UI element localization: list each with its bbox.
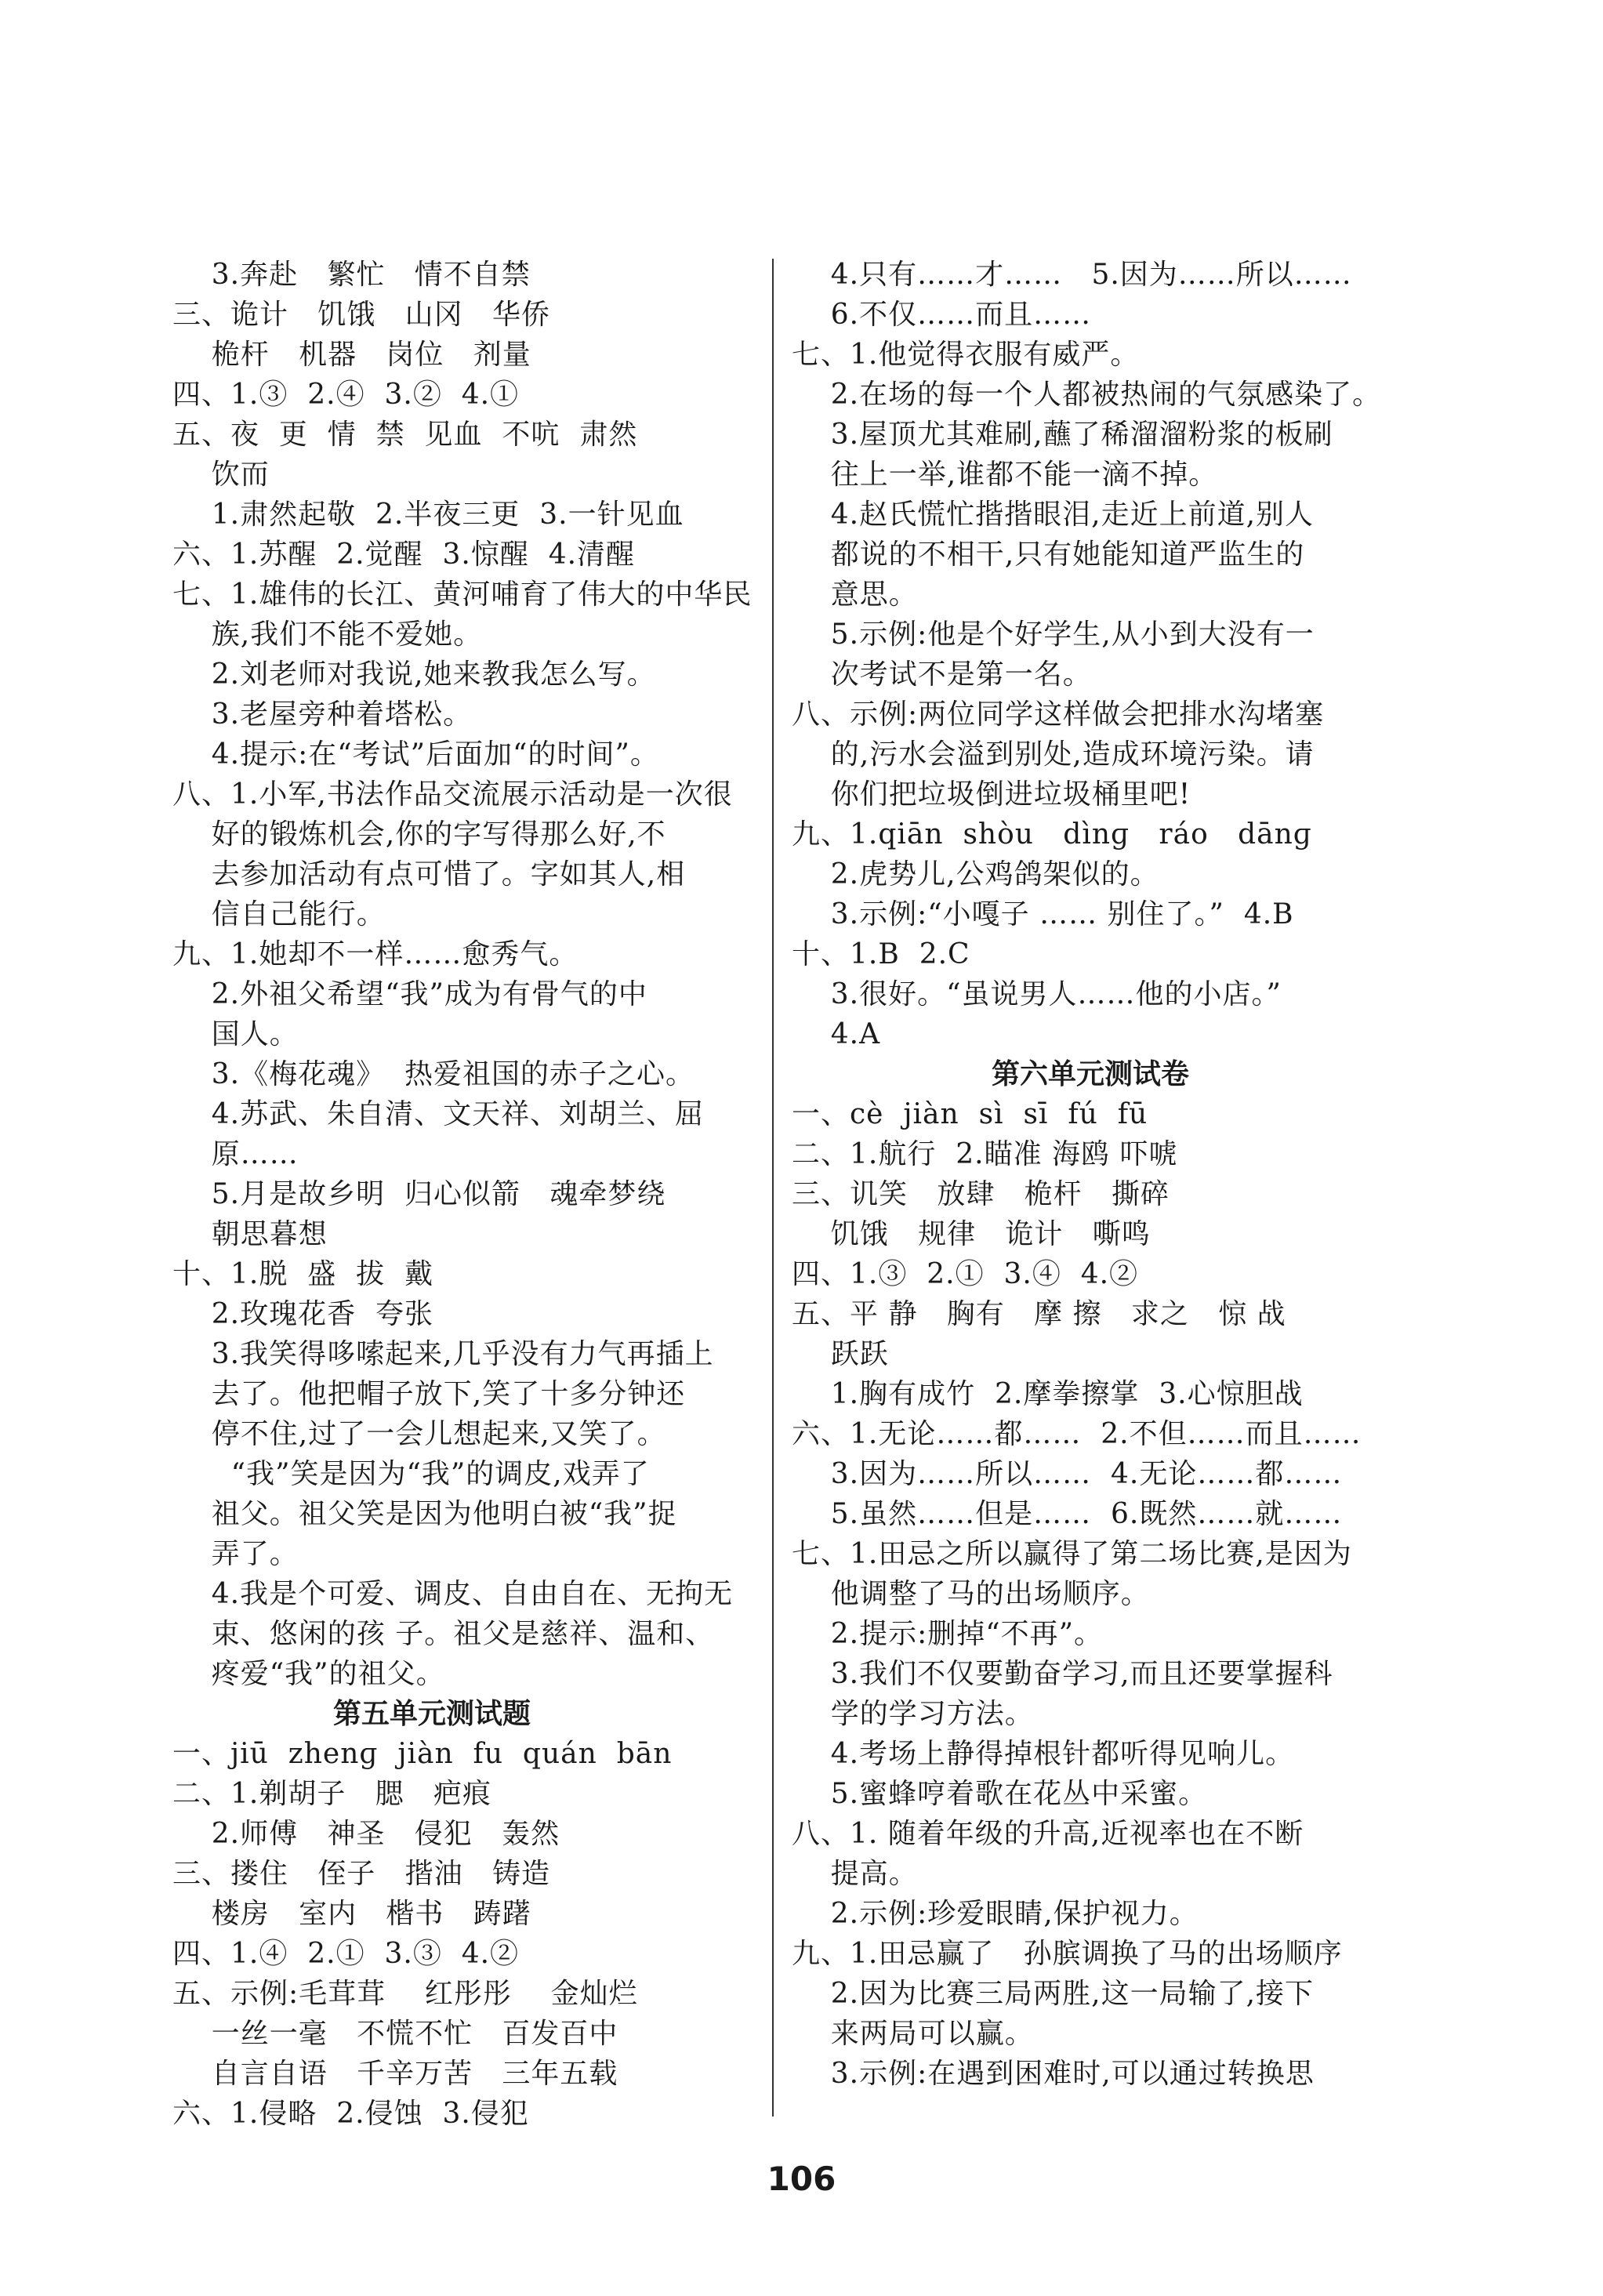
answer-line: 八、1. 随着年级的升高,近视率也在不断 — [792, 1818, 1304, 1850]
answer-line: 九、1.她却不一样……愈秀气。 — [172, 938, 578, 970]
answer-line: 6.不仅……而且…… — [792, 299, 1092, 331]
right-column — [792, 255, 1434, 2094]
answer-line: 弄了。 — [172, 1538, 299, 1570]
answer-line: 五、平 静 胸有 摩 擦 求之 惊 战 — [792, 1298, 1286, 1330]
answer-line: 3.很好。“虽说男人……他的小店。” — [792, 978, 1282, 1010]
answer-line: 来两局可以赢。 — [792, 2018, 1034, 2050]
answer-line: 2.玫瑰花香 夸张 — [172, 1298, 434, 1330]
answer-line: 三、诡计 饥饿 山冈 华侨 — [172, 299, 550, 331]
answer-line: 2.示例:珍爱眼睛,保护视力。 — [792, 1898, 1199, 1930]
answer-line: 3.示例:在遇到困难时,可以通过转换思 — [792, 2058, 1315, 2090]
answer-line: 二、1.航行 2.瞄准 海鸥 吓唬 — [792, 1138, 1178, 1170]
answer-line: 四、1.③ 2.① 3.④ 4.② — [792, 1258, 1139, 1290]
answer-line: 跃跃 — [792, 1338, 889, 1370]
answer-line: 去了。他把帽子放下,笑了十多分钟还 — [172, 1378, 686, 1410]
answer-line: 1.肃然起敬 2.半夜三更 3.一针见血 — [172, 499, 684, 531]
answer-line: 三、讥笑 放肆 桅杆 撕碎 — [792, 1178, 1170, 1210]
answer-line: 学的学习方法。 — [792, 1698, 1034, 1730]
answer-line: 疼爱“我”的祖父。 — [172, 1658, 445, 1690]
answer-line: 2.虎势儿,公鸡鸽架似的。 — [792, 858, 1159, 890]
answer-line: 三、搂住 侄子 揩油 铸造 — [172, 1858, 550, 1890]
answer-line: 九、1.qiān shòu dìnɡ ráo dānɡ — [792, 818, 1312, 851]
page-number: 106 — [767, 2160, 836, 2198]
answer-line: 自言自语 千辛万苦 三年五载 — [172, 2058, 618, 2090]
answer-line: 4.苏武、朱自清、文天祥、刘胡兰、屈 — [172, 1098, 705, 1130]
answer-line: 二、1.剃胡子 腮 疤痕 — [172, 1778, 492, 1810]
answer-line: 5.示例:他是个好学生,从小到大没有一 — [792, 618, 1315, 651]
answer-line: 六、1.无论……都…… 2.不但……而且…… — [792, 1418, 1362, 1450]
answer-line: 九、1.田忌赢了 孙膑调换了马的出场顺序 — [792, 1938, 1343, 1970]
left-column — [172, 255, 768, 2134]
answer-line: 束、悠闲的孩 子。祖父是慈祥、温和、 — [172, 1618, 715, 1650]
answer-line: 七、1.田忌之所以赢得了第二场比赛,是因为 — [792, 1538, 1352, 1570]
answer-line: “我”笑是因为“我”的调皮,戏弄了 — [172, 1458, 650, 1490]
answer-line: 七、1.雄伟的长江、黄河哺育了伟大的中华民 — [172, 579, 753, 611]
column-divider — [772, 259, 774, 2116]
answer-line: 四、1.④ 2.① 3.③ 4.② — [172, 1938, 520, 1970]
answer-line: 祖父。祖父笑是因为他明白被“我”捉 — [172, 1498, 677, 1530]
answer-line: 往上一举,谁都不能一滴不掉。 — [792, 459, 1218, 491]
answer-line: 信自己能行。 — [172, 898, 386, 930]
answer-line: 都说的不相干,只有她能知道严监生的 — [792, 539, 1305, 571]
answer-line: 一、cè jiàn sì sī fú fū — [792, 1098, 1148, 1130]
answer-line: 八、示例:两位同学这样做会把排水沟堵塞 — [792, 698, 1325, 731]
answer-line: 次考试不是第一名。 — [792, 658, 1092, 691]
answer-line: 原…… — [172, 1138, 299, 1170]
answer-line: 国人。 — [172, 1018, 299, 1050]
answer-line: 3.老屋旁种着塔松。 — [172, 698, 473, 731]
answer-line: 2.外祖父希望“我”成为有骨气的中 — [172, 978, 647, 1010]
answer-line: 他调整了马的出场顺序。 — [792, 1578, 1150, 1610]
answer-line: 4.只有……才…… 5.因为……所以…… — [792, 259, 1352, 291]
answer-line: 提高。 — [792, 1858, 918, 1890]
answer-line: 意思。 — [792, 579, 918, 611]
answer-line: 族,我们不能不爱她。 — [172, 618, 483, 651]
answer-line: 桅杆 机器 岗位 剂量 — [172, 339, 531, 371]
answer-line: 2.在场的每一个人都被热闹的气氛感染了。 — [792, 379, 1382, 411]
answer-line: 四、1.③ 2.④ 3.② 4.① — [172, 379, 520, 411]
answer-line: 一、jiū zhenɡ jiàn fu quán bān — [172, 1738, 673, 1770]
answer-line: 1.胸有成竹 2.摩拳擦掌 3.心惊胆战 — [792, 1378, 1304, 1410]
answer-line: 3.奔赴 繁忙 情不自禁 — [172, 259, 531, 291]
answer-line: 3.《梅花魂》 热爱祖国的赤子之心。 — [172, 1058, 695, 1090]
answer-line: 2.提示:删掉“不再”。 — [792, 1618, 1104, 1650]
answer-line: 停不住,过了一会儿想起来,又笑了。 — [172, 1418, 666, 1450]
answer-line: 3.屋顶尤其难刷,蘸了稀溜溜粉浆的板刷 — [792, 419, 1333, 451]
answer-line: 的,污水会溢到别处,造成环境污染。请 — [792, 738, 1315, 771]
answer-line: 4.A — [792, 1018, 881, 1050]
answer-line: 2.刘老师对我说,她来教我怎么写。 — [172, 658, 656, 691]
answer-line: 十、1.B 2.C — [792, 938, 970, 970]
answer-line: 七、1.他觉得衣服有威严。 — [792, 339, 1140, 371]
answer-line: 4.提示:在“考试”后面加“的时间”。 — [172, 738, 659, 771]
answer-line: 好的锻炼机会,你的字写得那么好,不 — [172, 818, 666, 851]
answer-line: 十、1.脱 盛 拔 戴 — [172, 1258, 434, 1290]
section-title: 第五单元测试题 — [333, 1698, 531, 1730]
answer-line: 5.虽然……但是…… 6.既然……就…… — [792, 1498, 1343, 1530]
answer-line: 楼房 室内 楷书 踌躇 — [172, 1898, 531, 1930]
answer-line: 六、1.苏醒 2.觉醒 3.惊醒 4.清醒 — [172, 539, 636, 571]
answer-line: 3.我笑得哆嗦起来,几乎没有力气再插上 — [172, 1338, 714, 1370]
answer-line: 八、1.小军,书法作品交流展示活动是一次很 — [172, 778, 733, 811]
answer-line: 4.我是个可爱、调皮、自由自在、无拘无 — [172, 1578, 734, 1610]
answer-line: 5.蜜蜂哼着歌在花丛中采蜜。 — [792, 1778, 1208, 1810]
answer-line: 去参加活动有点可惜了。字如其人,相 — [172, 858, 686, 890]
answer-line: 3.因为……所以…… 4.无论……都…… — [792, 1458, 1343, 1490]
answer-line: 4.考场上静得掉根针都听得见响儿。 — [792, 1738, 1295, 1770]
answer-line: 2.因为比赛三局两胜,这一局输了,接下 — [792, 1978, 1315, 2010]
answer-line: 3.我们不仅要勤奋学习,而且还要掌握科 — [792, 1658, 1333, 1690]
answer-line: 5.月是故乡明 归心似箭 魂牵梦绕 — [172, 1178, 666, 1210]
answer-line: 3.示例:“小嘎子 …… 别住了。” 4.B — [792, 898, 1294, 930]
answer-line: 六、1.侵略 2.侵蚀 3.侵犯 — [172, 2098, 529, 2130]
answer-line: 一丝一毫 不慌不忙 百发百中 — [172, 2018, 618, 2050]
answer-line: 饥饿 规律 诡计 嘶鸣 — [792, 1218, 1151, 1250]
answer-line: 朝思暮想 — [172, 1218, 328, 1250]
answer-line: 五、示例:毛茸茸 红彤彤 金灿烂 — [172, 1978, 638, 2010]
answer-line: 你们把垃圾倒进垃圾桶里吧! — [792, 778, 1191, 811]
answer-line: 五、夜 更 情 禁 见血 不吭 肃然 — [172, 419, 638, 451]
section-title: 第六单元测试卷 — [992, 1058, 1190, 1090]
answer-line: 2.师傅 神圣 侵犯 轰然 — [172, 1818, 560, 1850]
answer-line: 饮而 — [172, 459, 270, 491]
answer-line: 4.赵氏慌忙揩揩眼泪,走近上前道,别人 — [792, 499, 1315, 531]
